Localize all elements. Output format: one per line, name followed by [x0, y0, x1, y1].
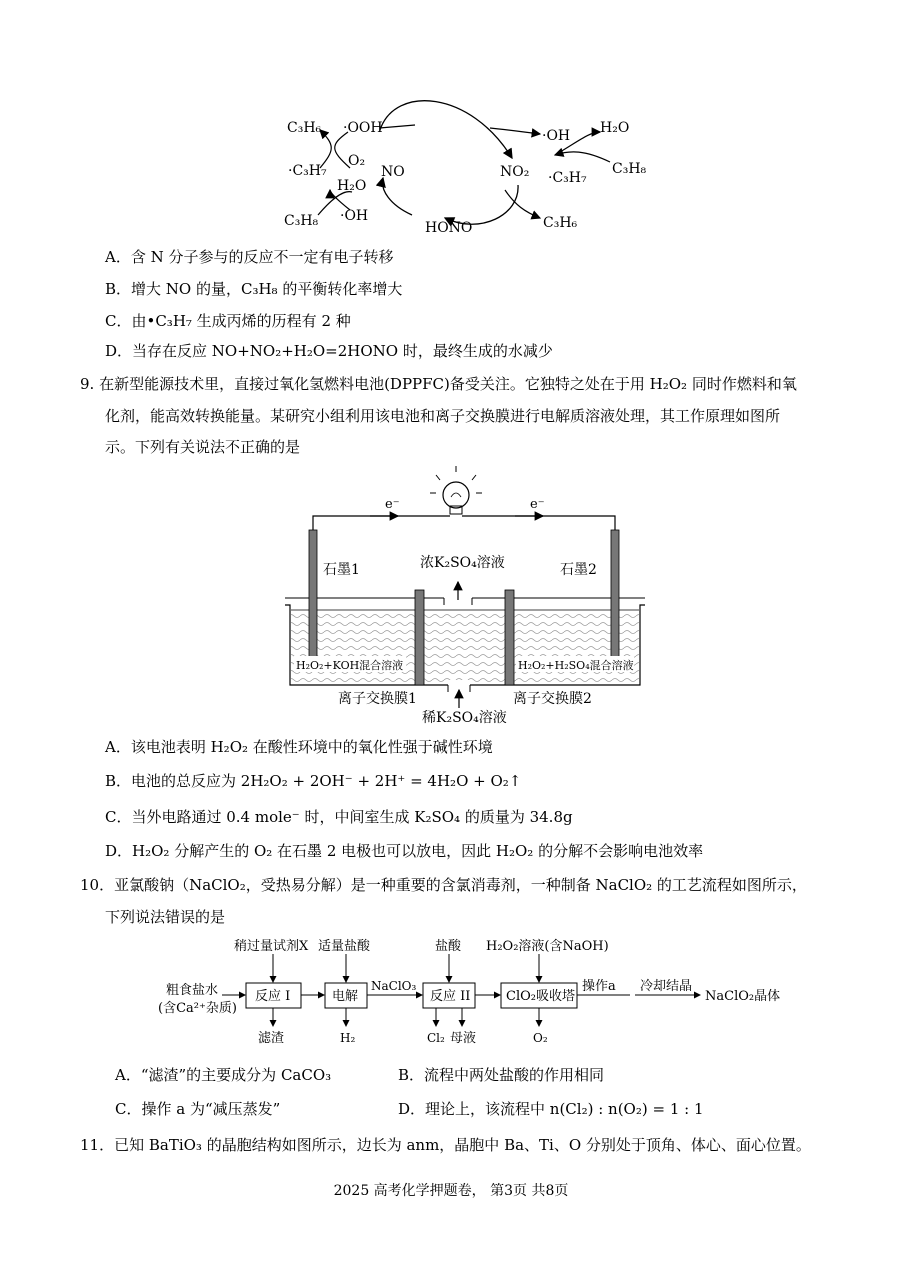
label-c3h6-top: C₃H₆ [287, 120, 322, 136]
label-h2o-right: H₂O [600, 120, 630, 136]
flow-raw-line-1: 粗食盐水 [166, 983, 219, 998]
label-dilute-k2so4: 稀K₂SO₄溶液 [422, 710, 507, 726]
flow-o2: O₂ [533, 1031, 548, 1045]
flow-h2o2-naoh: H₂O₂溶液(含NaOH) [486, 939, 609, 954]
propane-cycle-diagram [0, 0, 902, 240]
label-e-right: e⁻ [530, 497, 545, 512]
q8-option-b: B．增大 NO 的量，C₃H₈ 的平衡转化率增大 [105, 280, 403, 298]
flow-reaction-2: 反应 II [430, 989, 471, 1004]
q10-option-a: A．“滤渣”的主要成分为 CaCO₃ [115, 1066, 332, 1084]
label-conc-k2so4: 浓K₂SO₄溶液 [420, 555, 505, 571]
label-oh-right: ·OH [542, 128, 571, 144]
label-c3h7-left: ·C₃H₇ [288, 163, 327, 179]
label-right-solution: H₂O₂+H₂SO₄混合溶液 [518, 659, 634, 672]
q9-stem-line-1: 9. 在新型能源技术里，直接过氧化氢燃料电池(DPPFC)备受关注。它独特之处在于用 H₂O₂ 同时作燃料和氧 [80, 375, 797, 393]
q10-option-d: D．理论上，该流程中 n(Cl₂) : n(O₂) = 1 : 1 [398, 1100, 704, 1118]
graphite-electrode-1 [309, 530, 317, 660]
q9-option-a: A．该电池表明 H₂O₂ 在酸性环境中的氧化性强于碱性环境 [105, 738, 493, 756]
q10-option-b: B．流程中两处盐酸的作用相同 [398, 1066, 605, 1084]
label-c3h8-left: C₃H₈ [284, 213, 319, 229]
label-left-solution: H₂O₂+KOH混合溶液 [296, 659, 404, 672]
label-membrane-2: 离子交换膜2 [513, 691, 592, 707]
flow-hcl-1: 适量盐酸 [318, 939, 371, 954]
label-membrane-1: 离子交换膜1 [338, 691, 417, 707]
flow-reaction-1: 反应 I [255, 989, 291, 1004]
flow-raw-line-2: (含Ca²⁺杂质) [158, 1001, 237, 1016]
label-h2o-left: H₂O [337, 178, 367, 194]
external-wire [313, 516, 450, 530]
label-oh-left: ·OH [340, 208, 369, 224]
flow-mother: 母液 [450, 1031, 477, 1046]
label-no2: NO₂ [500, 164, 530, 180]
q10-stem-line-2: 下列说法错误的是 [105, 908, 226, 926]
q10-option-c: C．操作 a 为“减压蒸发” [115, 1100, 281, 1118]
fuel-cell-diagram [0, 460, 902, 730]
flow-h2: H₂ [340, 1031, 356, 1045]
q9-stem-line-3: 示。下列有关说法不正确的是 [105, 438, 301, 456]
q11-stem: 11．已知 BaTiO₃ 的晶胞结构如图所示，边长为 anm，晶胞中 Ba、Ti、O 分别处于顶角、体心、面心位置。 [80, 1136, 811, 1154]
graphite-electrode-2 [611, 530, 619, 660]
q10-stem-line-1: 10．亚氯酸钠（NaClO₂，受热易分解）是一种重要的含氯消毒剂，一种制备 NaClO₂ 的工艺流程如图所示， [80, 876, 807, 894]
flow-reagent-x: 稍过量试剂X [234, 939, 309, 954]
label-o2: O₂ [348, 153, 366, 169]
q9-option-d: D．H₂O₂ 分解产生的 O₂ 在石墨 2 电极也可以放电，因此 H₂O₂ 的分解不会影响电池效率 [105, 842, 704, 860]
q9-option-b: B．电池的总反应为 2H₂O₂ + 2OH⁻ + 2H⁺ = 4H₂O + O₂↑ [105, 772, 522, 790]
label-ooh: ·OOH [343, 120, 383, 136]
q9-stem-line-2: 化剂，能高效转换能量。某研究小组利用该电池和离子交换膜进行电解质溶液处理，其工作原理如图所 [105, 407, 781, 425]
flow-product: NaClO₂晶体 [705, 989, 781, 1004]
lightbulb-icon [430, 466, 482, 514]
label-c3h8-right: C₃H₈ [612, 161, 647, 177]
cycle-arc-bottom [445, 185, 518, 224]
label-c3h7-right: ·C₃H₇ [548, 170, 587, 186]
label-graphite-2: 石墨2 [560, 562, 597, 578]
page-footer: 2025 高考化学押题卷， 第3页 共8页 [333, 1183, 569, 1199]
naclo2-process-flow [0, 930, 902, 1050]
label-e-left: e⁻ [385, 497, 400, 512]
flow-op-a: 操作a [582, 979, 616, 994]
ion-exchange-membrane-1 [415, 590, 424, 685]
flow-hcl-2: 盐酸 [435, 939, 462, 954]
ion-exchange-membrane-2 [505, 590, 514, 685]
label-hono: HONO [425, 220, 473, 236]
q9-option-c: C．当外电路通过 0.4 mole⁻ 时，中间室生成 K₂SO₄ 的质量为 34.8g [105, 808, 573, 826]
label-graphite-1: 石墨1 [323, 562, 360, 578]
flow-absorber: ClO₂吸收塔 [506, 989, 575, 1004]
label-c3h6-bottom: C₃H₆ [543, 215, 578, 231]
cycle-arc-top [380, 101, 512, 158]
q8-option-a: A．含 N 分子参与的反应不一定有电子转移 [105, 248, 394, 266]
label-no: NO [381, 164, 405, 180]
flow-cl2: Cl₂ [427, 1031, 445, 1045]
flow-naclo3: NaClO₃ [371, 979, 417, 993]
q8-option-d: D．当存在反应 NO+NO₂+H₂O=2HONO 时，最终生成的水减少 [105, 342, 553, 360]
q8-option-c: C．由•C₃H₇ 生成丙烯的历程有 2 种 [105, 312, 351, 330]
cycle-arc-left [382, 178, 412, 215]
flow-electrolysis: 电解 [332, 989, 359, 1004]
flow-cool: 冷却结晶 [640, 979, 693, 994]
flow-residue: 滤渣 [258, 1031, 285, 1046]
